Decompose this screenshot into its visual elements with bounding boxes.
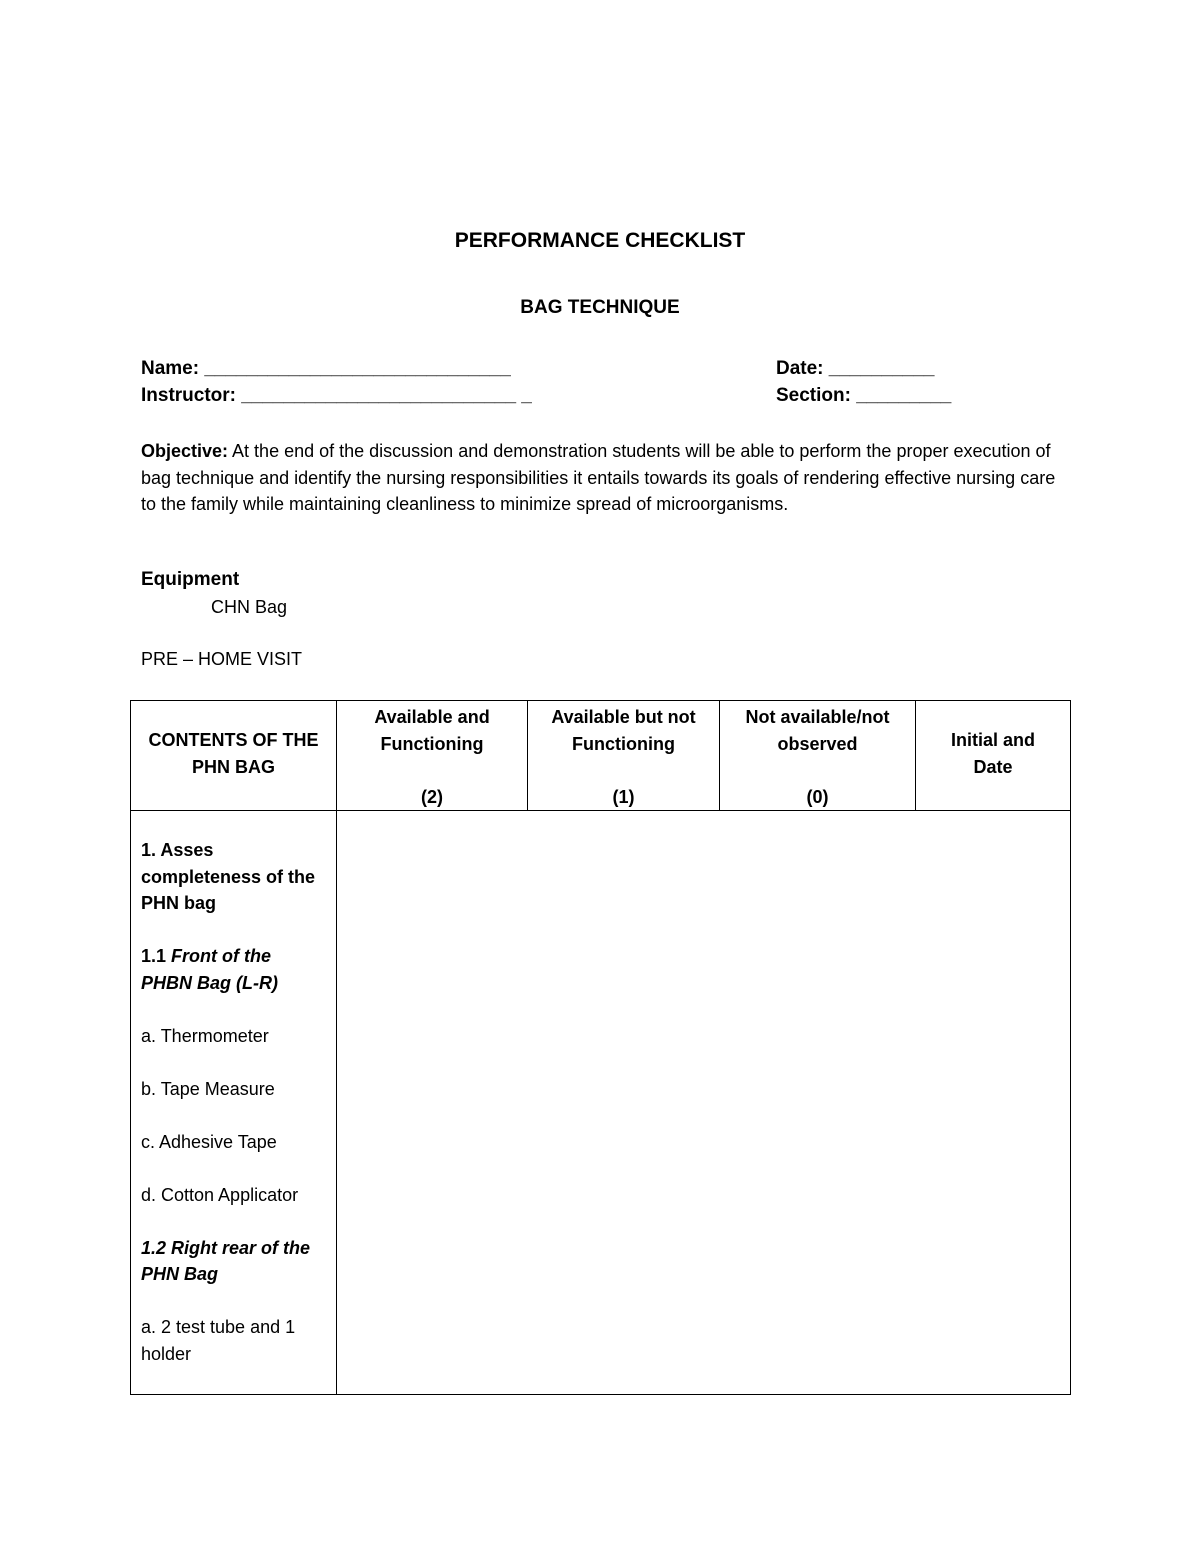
name-blank: _____________________________ bbox=[204, 358, 511, 379]
table-row bbox=[131, 811, 1071, 1395]
page-title: PERFORMANCE CHECKLIST bbox=[454, 229, 746, 252]
list-item: a. 2 test tube and 1 holder bbox=[141, 1317, 296, 1364]
section-field bbox=[776, 385, 951, 407]
date-blank: __________ bbox=[828, 358, 935, 379]
item-1-1-title: Front of the PHBN Bag (L-R) bbox=[141, 946, 278, 993]
list-item: a. Thermometer bbox=[141, 1025, 269, 1046]
instructor-label: Instructor: bbox=[141, 385, 236, 406]
header-available-not-functioning-score: (1) bbox=[612, 786, 635, 807]
name-label: Name: bbox=[141, 358, 200, 379]
header-initial-date-label: Initial and Date bbox=[950, 730, 1035, 777]
instructor-blank: __________________________ _ bbox=[241, 385, 532, 406]
header-available-not-functioning bbox=[528, 701, 720, 811]
table-header-row bbox=[131, 701, 1071, 811]
header-contents bbox=[131, 701, 337, 811]
objective-text: At the end of the discussion and demonstration students will be able to perform the proper execution of bag technique and identify the nursing responsibilities it entails towards its goals of rendering effective nursing care to the family while maintaining cleanliness to minimize spread of microorganisms. bbox=[141, 441, 1056, 514]
header-initial-date bbox=[916, 701, 1071, 811]
instructor-field bbox=[141, 385, 532, 407]
contents-cell bbox=[131, 811, 337, 1395]
header-contents-label: CONTENTS OF THE PHN BAG bbox=[148, 730, 319, 777]
date-label: Date: bbox=[776, 358, 824, 379]
header-not-available bbox=[720, 701, 916, 811]
item-1-1-number: 1.1 bbox=[141, 946, 167, 966]
list-item: 1.2 Right rear of the PHN Bag bbox=[141, 1237, 311, 1284]
header-available-functioning-score: (2) bbox=[421, 786, 443, 807]
page-subtitle: BAG TECHNIQUE bbox=[520, 297, 680, 318]
objective-paragraph bbox=[141, 438, 1061, 518]
header-available-not-functioning-label: Available but not Functioning bbox=[551, 707, 696, 754]
header-not-available-label: Not available/not observed bbox=[745, 707, 890, 754]
header-available-functioning bbox=[337, 701, 528, 811]
date-field bbox=[776, 358, 934, 380]
list-item: d. Cotton Applicator bbox=[141, 1184, 299, 1205]
header-not-available-score: (0) bbox=[806, 786, 829, 807]
checklist-table bbox=[130, 700, 1071, 1395]
objective-label: Objective: bbox=[141, 441, 229, 461]
section-label: Section: bbox=[776, 385, 851, 406]
equipment-item: CHN Bag bbox=[211, 597, 288, 617]
equipment-heading: Equipment bbox=[141, 569, 240, 590]
list-item bbox=[141, 943, 326, 996]
score-area-cell[interactable] bbox=[337, 811, 1071, 1395]
section-blank: _________ bbox=[856, 385, 952, 406]
list-item: b. Tape Measure bbox=[141, 1078, 275, 1099]
pre-home-visit-label: PRE – HOME VISIT bbox=[141, 649, 303, 669]
header-available-functioning-label: Available and Functioning bbox=[374, 707, 490, 754]
list-item: c. Adhesive Tape bbox=[141, 1131, 277, 1152]
list-item: 1. Asses completeness of the PHN bag bbox=[141, 840, 316, 913]
name-field bbox=[141, 358, 511, 380]
